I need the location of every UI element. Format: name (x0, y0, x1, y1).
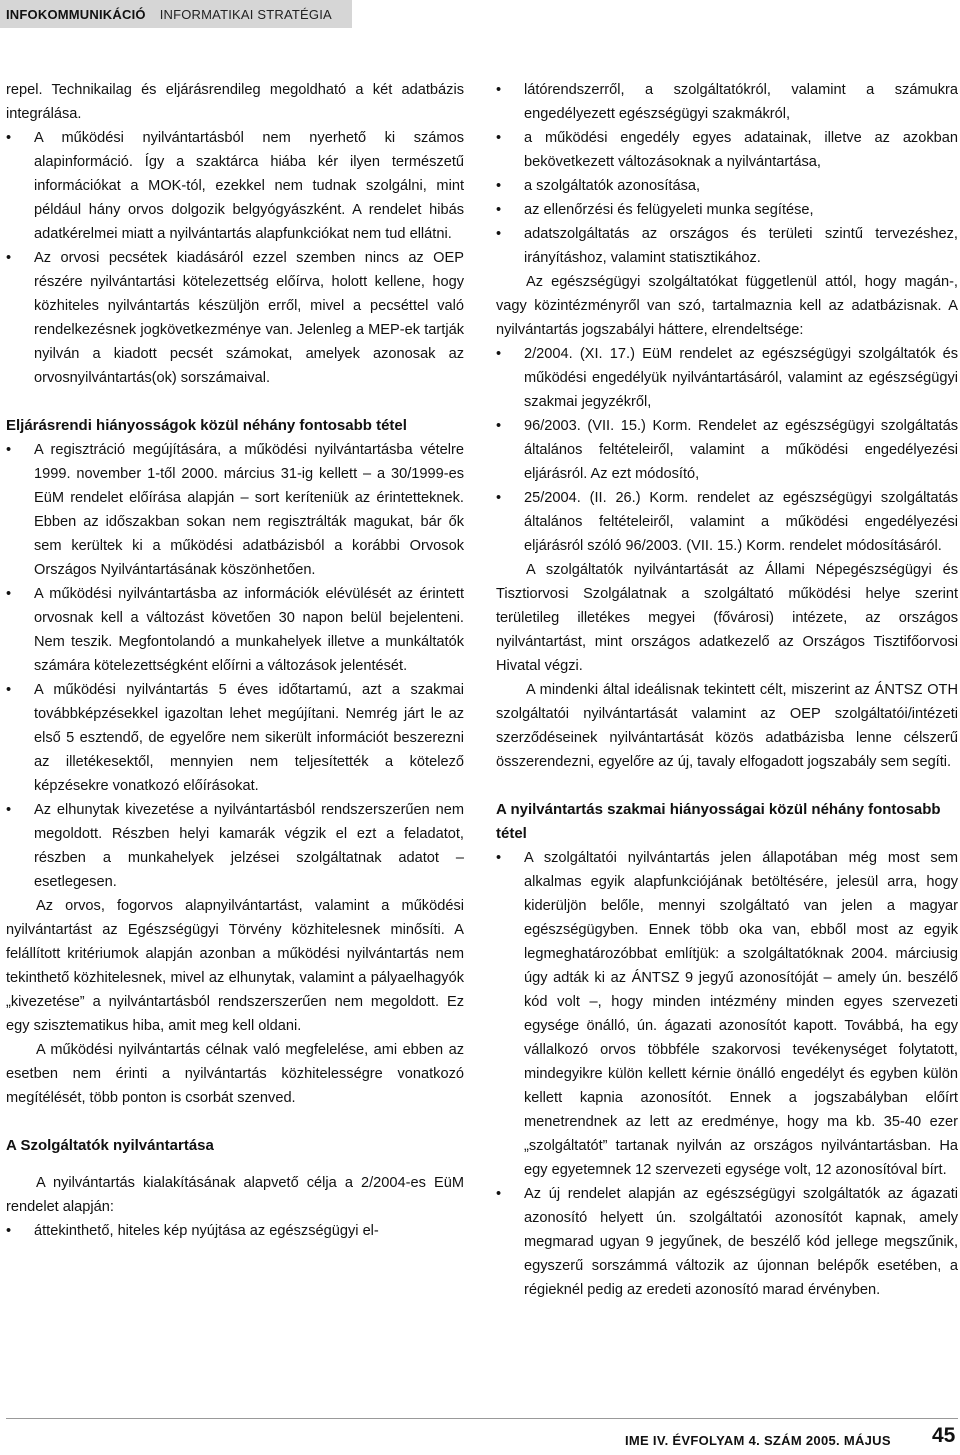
section-heading: A Szolgáltatók nyilvántartása (6, 1137, 214, 1154)
left-bullet: • A regisztráció megújítására, a működési nyilvántartásba vételre 1999. november 1-től 2000. március 31-ig kellett – a 30/1999-es EüM rendelet előírása alapján – sort keríteniük az érintetteknek. Ebben az időszakban sokan nem regisztrálták magukat, bár ők sem kerültek ki a működési adatbázisból a korábbi Orvosok Országos Nyilvántartásának köszönhetően. (6, 438, 464, 582)
left-bullet: • A működési nyilvántartásba az információk elévülését az érintett orvosnak kell a változást követően 30 napon belül bejelenteni. Nem teszik. Megfontolandó a munkahelyek illetve a munkáltatók számára kötelezettségként előírni a változások jelentését. (6, 582, 464, 678)
right-bullet: • 25/2004. (II. 26.) Korm. rendelet az egészségügyi szolgáltatás általános feltételeiről, valamint a működési engedélyezési eljárásról szóló 96/2003. (VII. 15.) Korm. rendelet módosításáról. (496, 486, 958, 558)
right-bullet: • 96/2003. (VII. 15.) Korm. Rendelet az egészségügyi szolgáltatás általános feltételeiről, valamint a működési engedélyezési eljárásról. Az ezt módosító, (496, 414, 958, 486)
section-title: INFOKOMMUNIKÁCIÓ (6, 6, 146, 22)
right-bullet: • adatszolgáltatás az országos és területi szintű tervezéshez, irányításhoz, valamint statisztikához. (496, 222, 958, 270)
right-bullet-continued: • látórendszerről, a szolgáltatókról, valamint a számukra engedélyezett egészségügyi szakmákról, (496, 78, 958, 126)
left-bullet: • Az elhunytak kivezetése a nyilvántartásból rendszerszerűen nem megoldott. Részben helyi kamarák végzik el ezt a feladatot, részben a munkahelyek jelzései szolgáltatnak adatot – esetlegesen. (6, 798, 464, 894)
right-bullet: • a szolgáltatók azonosítása, (496, 174, 958, 198)
left-column (6, 78, 464, 1243)
left-bullet: • Az orvosi pecsétek kiadásáról ezzel szemben nincs az OEP részére nyilvántartási kötelezettség előírva, holott kellene, hogy közhiteles nyilvántartás készüljön erről, mivel a pecséttel való rendelkezésnek jogkövetkezménye van. Jelenleg a MEP-ek tartják nyilván a kiadott pecsét számokat, amelyek azonosak az orvosnyilvántartás(ok) sorszámaival. (6, 246, 464, 390)
right-bullet: • az ellenőrzési és felügyeleti munka segítése, (496, 198, 958, 222)
left-bullet: • A működési nyilvántartás 5 éves időtartamú, azt a szakmai továbbképzésekkel igazoltan lehet megújítani. Nemrég járt le az első 5 esztendő, de egyelőre nem sikerült információt beszerezni az illetékesektől, mennyien nem teljesítették a kötelező képzésekre vonatkozó előírásokat. (6, 678, 464, 798)
paragraph: Az egészségügyi szolgáltatókat függetlenül attól, hogy magán-, vagy közintézményről van szó, tartalmaznia kell az adatbázisnak. A nyilvántartás jogszabályi háttere, elrendeltsége: (496, 274, 958, 338)
right-bullet: • 2/2004. (XI. 17.) EüM rendelet az egészségügyi szolgáltatók és működési engedélyük nyilvántartásáról, valamint az egészségügyi szakmai jegyzékről, (496, 342, 958, 414)
footer-issue: IME IV. ÉVFOLYAM 4. SZÁM 2005. MÁJUS (625, 1433, 891, 1448)
paragraph: A működési nyilvántartás célnak való megfelelése, ami ebben az esetben nem érinti a nyilvántartás közhitelességre vonatkozó megítélését, több ponton is csorbát szenved. (6, 1042, 464, 1106)
paragraph: A szolgáltatók nyilvántartását az Állami Népegészségügyi és Tisztiorvosi Szolgálatnak a szolgáltató működési helye szerint területileg illetékes megyei (fővárosi) intézete, az országos nyilvántartást, mint országos adatkezelő az Országos Tisztifőorvosi Hivatal végzi. (496, 562, 958, 674)
section-heading: Eljárásrendi hiányosságok közül néhány fontosabb tétel (6, 417, 407, 434)
left-bullet: • áttekinthető, hiteles kép nyújtása az egészségügyi el- (6, 1219, 464, 1243)
right-bullet: • a működési engedély egyes adatainak, illetve az azokban bekövetkezett változásoknak a nyilvántartása, (496, 126, 958, 174)
right-bullet: • Az új rendelet alapján az egészségügyi szolgáltatók az ágazati azonosító helyett ún. szolgáltatói azonosítót kapnak, amely megmarad ugyan 9 jegyűnek, de beszélő kód jellege megszűnik, egyszerű sorszámmá változik az újonnan belépők esetében, a régieknél pedig az eredeti azonosító marad érvényben. (496, 1182, 958, 1302)
page-number: 45 (932, 1424, 956, 1447)
footer-divider (6, 1418, 958, 1419)
right-bullet: • A szolgáltatói nyilvántartás jelen állapotában még most sem alkalmas egyik alapfunkciójának betöltésére, jelesül arra, hogy kiderüljön belőle, mennyi szolgáltató van jelen a magyar egészségügyben. Ennek több oka van, ebből most az egyik legmeghatározóbbat említjük: a szolgáltatóknak 2004. márciusig úgy adták ki az ÁNTSZ 9 jegyű azonosítóját – amely ún. beszélő kód volt –, hogy minden intézmény minden egyes szervezeti egysége önálló, ún. ágazati azonosítót kapott. Továbbá, ha egy vállalkozó orvos többféle szakorvosi tevékenységet folytatott, mindegyikre külön kellett kérnie önálló engedélyt és egyben külön kellett kapnia azonosítót. Ennek a jogszabályban előírt menetrendnek az lett az eredménye, hogy ma kb. 35-40 ezer „szolgáltatót” tartanak nyilván az országos nyilvántartásban. Ha egy egyetemnek 12 szervezeti egysége volt, 12 azonosítóval bírt. (496, 846, 958, 1182)
paragraph: A nyilvántartás kialakításának alapvető célja a 2/2004-es EüM rendelet alapján: (6, 1175, 464, 1215)
paragraph: A mindenki által ideálisnak tekintett célt, miszerint az ÁNTSZ OTH szolgáltatói nyilvántartását valamint az OEP szolgáltatói/intézeti szerződéseinek nyilvántartását közös adatbázisba lenne célszerű összerendezni, egyelőre az új, tavaly elfogadott jogszabály sem segíti. (496, 682, 958, 770)
paragraph: Az orvos, fogorvos alapnyilvántartást, valamint a működési nyilvántartást az Egészségügyi Törvény közhitelesnek minősíti. A felállított kritériumok alapján azonban a működési nyilvántartás nem tekinthető közhitelesnek, mivel az elhunytak, valamint a pályaelhagyók „kivezetése” a nyilvántartásból rendszerszerűen nem megoldott. Ez egy szisztematikus hiba, amit meg kell oldani. (6, 898, 464, 1034)
right-column (496, 78, 958, 1302)
left-bullet-continued: repel. Technikailag és eljárásrendileg megoldható a két adatbázis integrálása. (6, 82, 464, 122)
page-header (0, 0, 352, 28)
subsection-title: INFORMATIKAI STRATÉGIA (159, 6, 332, 22)
section-heading: A nyilvántartás szakmai hiányosságai közül néhány fontosabb tétel (496, 801, 941, 842)
left-bullet: • A működési nyilvántartásból nem nyerhető ki számos alapinformáció. Így a szaktárca hiába kér ilyen természetű információkat a MOK-tól, ezekkel nem tudnak szolgálni, mint például hány orvos dolgozik belgyógyászként. A rendelet hibás adatkérelmei miatt a nyilvántartás alapfunkciókat nem tud ellátni. (6, 126, 464, 246)
